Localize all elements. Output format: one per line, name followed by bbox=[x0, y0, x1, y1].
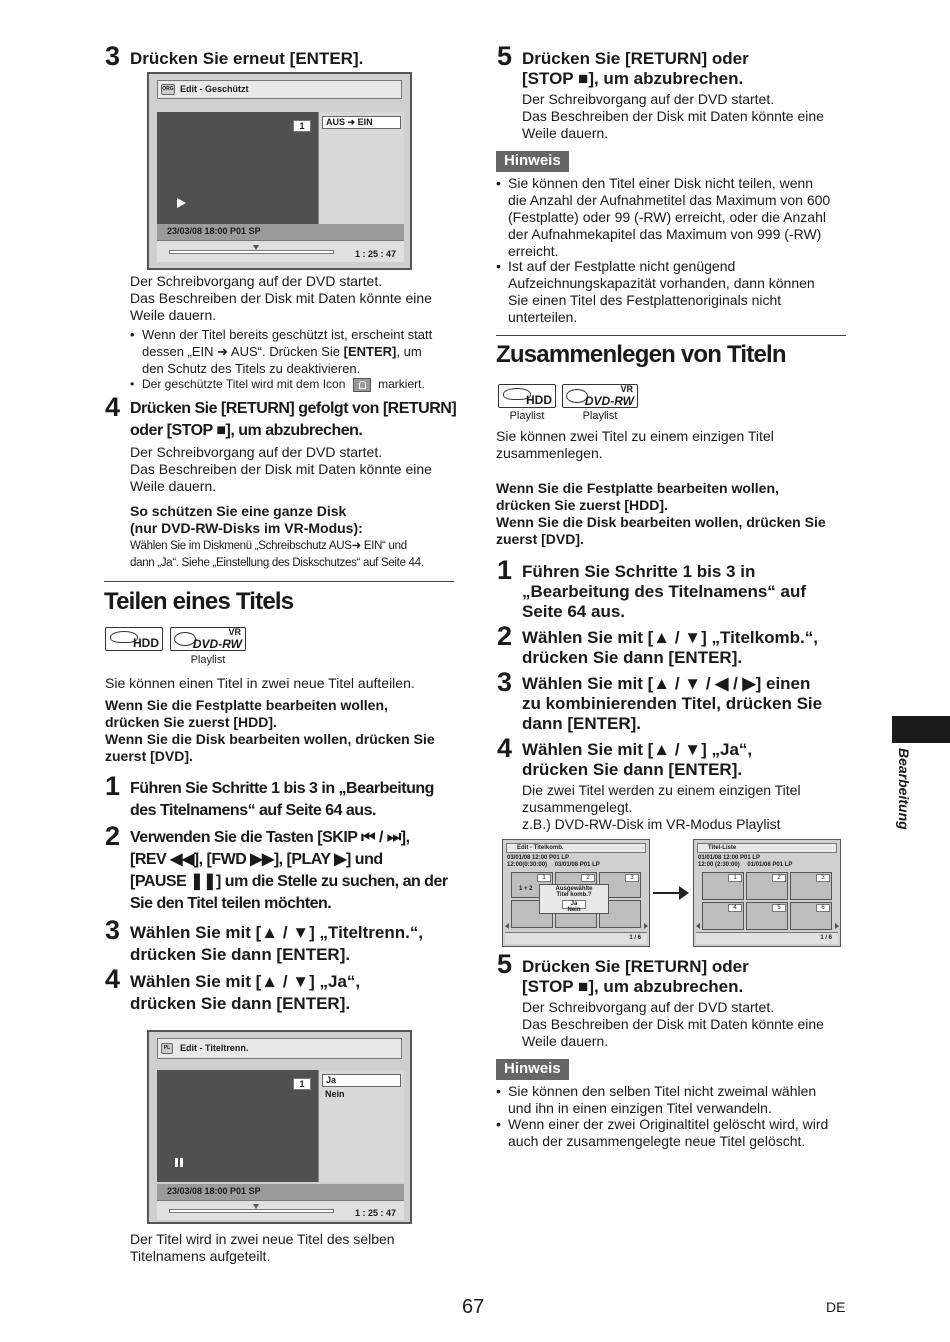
section-divider bbox=[496, 335, 846, 336]
step-text: Drücken Sie erneut [ENTER]. bbox=[130, 49, 364, 68]
step-number: 4 bbox=[497, 733, 513, 763]
step-text bbox=[522, 562, 806, 622]
step-text bbox=[522, 49, 749, 89]
text-line: (nur DVD-RW-Disks im VR-Modus): bbox=[130, 520, 363, 536]
step-number: 3 bbox=[105, 41, 121, 71]
text-line: • Sie können den Titel einer Disk nicht teilen, wenn bbox=[508, 175, 814, 191]
info-line bbox=[698, 862, 838, 869]
step-number: 3 bbox=[497, 667, 513, 697]
info-span: 12:00(0:30:00) bbox=[507, 862, 548, 868]
note-item bbox=[496, 258, 815, 326]
text-line: Das Beschreiben der Disk mit Daten könnte eine bbox=[522, 1016, 824, 1032]
thumbnail-3[interactable] bbox=[790, 872, 832, 900]
bold-note bbox=[496, 480, 826, 548]
text-line: Das Beschreiben der Disk mit Daten könnte eine bbox=[522, 108, 824, 124]
step-text bbox=[130, 922, 423, 966]
step-text bbox=[130, 778, 434, 822]
step-text bbox=[522, 628, 818, 668]
text-line: Drücken Sie [RETURN] oder bbox=[522, 49, 749, 68]
text-line: drücken Sie dann [ENTER]. bbox=[130, 945, 351, 964]
scroll-left-icon bbox=[696, 923, 700, 929]
text-line: [REV ◀◀], [FWD ▶▶], [PLAY ▶] und bbox=[130, 851, 383, 868]
thumb-number: 2 bbox=[581, 874, 595, 882]
text-line: Wählen Sie mit [▲ / ▼] „Ja“, bbox=[522, 740, 753, 759]
title-number: 1 bbox=[293, 120, 311, 132]
arrow-head-icon bbox=[679, 886, 689, 900]
popup-text: Titel komb.? bbox=[556, 892, 592, 898]
text-line: und ihn in einen einzigen Titel verwandeln. bbox=[508, 1100, 772, 1116]
badge-vr-label: VR bbox=[620, 384, 633, 394]
hdd-badge bbox=[498, 384, 556, 408]
text-line: Wenn Sie die Festplatte bearbeiten wollen, bbox=[496, 480, 779, 496]
menu-option-nein[interactable]: Nein bbox=[325, 1089, 345, 1099]
note-item bbox=[496, 1116, 828, 1150]
step-number: 5 bbox=[497, 949, 513, 979]
badge-caption: Playlist bbox=[509, 410, 545, 422]
hdd-badge bbox=[105, 627, 163, 651]
text-line: Der Titel wird in zwei neue Titel des selben bbox=[130, 1231, 395, 1247]
selected-titles: 1 + 2 bbox=[519, 886, 533, 892]
paragraph bbox=[522, 91, 824, 142]
step-number: 1 bbox=[497, 555, 513, 585]
text-line: Wählen Sie mit [▲ / ▼] „Titelkomb.“, bbox=[522, 628, 818, 647]
title-number: 1 bbox=[293, 1078, 311, 1090]
osd-menu bbox=[318, 1070, 404, 1182]
text-line: So schützen Sie eine ganze Disk bbox=[130, 503, 347, 519]
text-line: [STOP ■], um abzubrechen. bbox=[522, 977, 744, 996]
text-line: Der Schreibvorgang auf der DVD startet. bbox=[130, 273, 383, 289]
info-line: 03/01/08 12:00 P01 LP bbox=[507, 855, 570, 861]
dvd-rw-vr-badge bbox=[562, 384, 638, 408]
subheading bbox=[130, 503, 363, 537]
disc-org-icon: ORG bbox=[161, 84, 175, 95]
hinweis-label: Hinweis bbox=[496, 151, 569, 172]
text-line: Führen Sie Schritte 1 bis 3 in „Bearbeitung bbox=[130, 780, 434, 797]
arrow-right-icon bbox=[653, 892, 681, 894]
text-line: • Wenn der Titel bereits geschützt ist, erscheint statt bbox=[142, 327, 433, 342]
progress-track bbox=[169, 250, 334, 254]
osd-screen-split bbox=[147, 1030, 412, 1224]
page-number: 67 bbox=[462, 1296, 485, 1318]
thumb-number: 2 bbox=[772, 874, 786, 882]
thumbnail-4[interactable] bbox=[702, 902, 744, 930]
paragraph bbox=[522, 782, 801, 833]
step-text bbox=[522, 740, 752, 780]
option-from: AUS bbox=[326, 117, 346, 127]
popup-text: Ausgewählte bbox=[555, 886, 593, 892]
text-line: Wählen Sie mit [▲ / ▼ / ◀ / ▶] einen bbox=[522, 674, 811, 693]
disc-pl-icon: PL bbox=[161, 1043, 173, 1054]
info-line bbox=[507, 862, 647, 869]
info-line: 01/01/08 12:00 P01 LP bbox=[698, 855, 761, 861]
text-line: • Sie können den selben Titel nicht zweimal wählen bbox=[508, 1083, 817, 1099]
text-line: Aufzeichnungskapazität vorhanden, dann können bbox=[508, 275, 815, 291]
text-line: Weile dauern. bbox=[522, 1033, 609, 1049]
text-line: Wenn Sie die Disk bearbeiten wollen, drücken Sie bbox=[496, 514, 826, 530]
text-line: • Ist auf der Festplatte nicht genügend bbox=[508, 258, 736, 274]
badge-vr-label: VR bbox=[228, 627, 241, 637]
thumb-number: 6 bbox=[816, 904, 830, 912]
text-span: , um bbox=[396, 344, 422, 359]
thumb-number: 3 bbox=[816, 874, 830, 882]
text-line: Das Beschreiben der Disk mit Daten könnte eine bbox=[130, 290, 432, 306]
recording-info: 23/03/08 18:00 P01 SP bbox=[157, 1184, 404, 1200]
text-line: des Titelnamens“ auf Seite 64 aus. bbox=[130, 802, 376, 819]
progress-marker-icon bbox=[253, 1204, 259, 1209]
section-tab bbox=[892, 716, 950, 743]
thumbnail-1[interactable] bbox=[702, 872, 744, 900]
step-number: 2 bbox=[497, 621, 513, 651]
thumb-number: 5 bbox=[772, 904, 786, 912]
badge-label: HDD bbox=[133, 636, 159, 650]
text-line: Wählen Sie mit [▲ / ▼] „Ja“, bbox=[130, 972, 361, 991]
video-preview bbox=[157, 112, 318, 224]
text-line: Der Schreibvorgang auf der DVD startet. bbox=[130, 444, 383, 460]
badge-label: HDD bbox=[526, 393, 552, 407]
text-line: unterteilen. bbox=[508, 309, 578, 325]
text-line: den Schutz des Titels zu deaktivieren. bbox=[142, 361, 361, 376]
bullet-note bbox=[130, 326, 460, 377]
progress-marker-icon bbox=[253, 245, 259, 250]
note-item bbox=[496, 1083, 816, 1117]
osd-title-bar bbox=[157, 1038, 402, 1059]
step-text bbox=[522, 674, 822, 734]
badge-label: DVD-RW bbox=[584, 394, 634, 408]
text-line: Titelnamens aufgeteilt. bbox=[130, 1248, 271, 1264]
time-counter: 1 : 25 : 47 bbox=[355, 249, 397, 259]
menu-option-highlight[interactable] bbox=[322, 116, 401, 129]
text-line: zusammengelegt. bbox=[522, 799, 633, 815]
text-line: Wenn Sie die Disk bearbeiten wollen, drücken Sie bbox=[105, 731, 435, 747]
text-line: [STOP ■], um abzubrechen. bbox=[522, 69, 744, 88]
text-line: Der Schreibvorgang auf der DVD startet. bbox=[522, 999, 775, 1015]
paragraph bbox=[130, 273, 432, 324]
thumb-number: 1 bbox=[728, 874, 742, 882]
text-line: dann [ENTER]. bbox=[522, 714, 641, 733]
text-line: Weile dauern. bbox=[130, 478, 217, 494]
text-line: Der Schreibvorgang auf der DVD startet. bbox=[522, 91, 775, 107]
osd-screen-title-list bbox=[693, 839, 841, 947]
text-line: drücken Sie zuerst [HDD]. bbox=[105, 714, 277, 730]
info-span: 03/01/08 P01 LP bbox=[554, 862, 600, 868]
bold-note bbox=[105, 697, 435, 765]
text-line: auch der zusammengelegte neue Titel gelöscht. bbox=[508, 1133, 806, 1149]
text-line: drücken Sie zuerst [HDD]. bbox=[496, 497, 668, 513]
step-text bbox=[130, 398, 456, 442]
text-line: Weile dauern. bbox=[522, 125, 609, 141]
info-span: 12:00 (2:30:00) bbox=[698, 862, 740, 868]
osd-title: Edit - Titeltrenn. bbox=[180, 1043, 249, 1053]
paragraph: Sie können einen Titel in zwei neue Titel aufteilen. bbox=[105, 675, 415, 691]
popup-option-nein[interactable]: Nein bbox=[567, 907, 581, 913]
scroll-right-icon bbox=[644, 923, 648, 929]
thumbnail-2[interactable] bbox=[746, 872, 788, 900]
text-line: zuerst [DVD]. bbox=[496, 531, 584, 547]
progress-bar bbox=[157, 240, 404, 262]
step-text bbox=[522, 957, 749, 997]
step-text bbox=[130, 971, 360, 1015]
text-line: erreicht. bbox=[508, 243, 559, 259]
paragraph bbox=[496, 428, 774, 462]
text-span: markiert. bbox=[378, 377, 425, 391]
paragraph bbox=[130, 538, 424, 572]
language-code: DE bbox=[826, 1299, 846, 1315]
text-line: Sie einen Titel des Festplattenoriginals nicht bbox=[508, 292, 782, 308]
text-line: Die zwei Titel werden zu einem einzigen Titel bbox=[522, 782, 801, 798]
text-line: drücken Sie dann [ENTER]. bbox=[522, 648, 743, 667]
osd-title-bar: Titel-Liste bbox=[697, 843, 837, 853]
step-number: 4 bbox=[105, 392, 121, 422]
info-span: 01/01/08 P01 LP bbox=[747, 862, 793, 868]
page-indicator: 1 / 6 bbox=[505, 932, 647, 944]
text-line: Verwenden Sie die Tasten [SKIP ⏮ / ⏭], bbox=[130, 829, 410, 846]
text-line: Wenn Sie die Festplatte bearbeiten wollen, bbox=[105, 697, 388, 713]
protect-lock-icon bbox=[353, 378, 371, 392]
text-span: [ENTER] bbox=[343, 344, 397, 359]
paragraph bbox=[130, 1231, 395, 1265]
paragraph bbox=[522, 999, 824, 1050]
step-text bbox=[130, 827, 448, 915]
badge-label: DVD-RW bbox=[192, 637, 242, 651]
thumb-number: 4 bbox=[728, 904, 742, 912]
text-line: Drücken Sie [RETURN] oder bbox=[522, 957, 749, 976]
section-title: Teilen eines Titels bbox=[104, 588, 294, 615]
osd-title: Edit - Geschützt bbox=[180, 84, 249, 94]
thumbnail-6[interactable] bbox=[790, 902, 832, 930]
thumb-number: 1 bbox=[537, 874, 551, 882]
text-line: Das Beschreiben der Disk mit Daten könnte eine bbox=[130, 461, 432, 477]
time-counter: 1 : 25 : 47 bbox=[355, 1208, 397, 1218]
step-number: 1 bbox=[105, 771, 121, 801]
pause-icon bbox=[175, 1158, 178, 1167]
text-span: dessen „EIN ➜ AUS“. Drücken Sie bbox=[142, 344, 344, 359]
text-line: Seite 64 aus. bbox=[522, 602, 626, 621]
option-to: EIN bbox=[357, 117, 373, 127]
text-line: drücken Sie dann [ENTER]. bbox=[522, 760, 743, 779]
text-line: Wählen Sie mit [▲ / ▼] „Titeltrenn.“, bbox=[130, 923, 424, 942]
osd-screen-protect bbox=[147, 72, 412, 270]
step-number: 5 bbox=[497, 41, 513, 71]
text-line: Sie können zwei Titel zu einem einzigen Titel bbox=[496, 428, 774, 444]
text-line: z.B.) DVD-RW-Disk im VR-Modus Playlist bbox=[522, 816, 781, 832]
text-line: Sie den Titel teilen möchten. bbox=[130, 895, 332, 912]
arrow-right-icon: ➜ bbox=[347, 117, 358, 127]
step-number: 2 bbox=[105, 821, 121, 851]
section-title: Zusammenlegen von Titeln bbox=[496, 341, 786, 368]
text-line: Wählen Sie im Diskmenü „Schreibschutz AUS➜ EIN“ und bbox=[130, 540, 407, 552]
badge-caption: Playlist bbox=[190, 654, 226, 666]
text-line: Führen Sie Schritte 1 bis 3 in bbox=[522, 562, 756, 581]
text-line: der Aufnahmekapitel das Maximum von 999 (-RW) bbox=[508, 226, 822, 242]
text-line: Weile dauern. bbox=[130, 307, 217, 323]
paragraph bbox=[130, 444, 432, 495]
text-line: (Festplatte) oder 99 (-RW) erreicht, oder die Anzahl bbox=[508, 209, 826, 225]
text-line: zuerst [DVD]. bbox=[105, 748, 193, 764]
note-item bbox=[496, 175, 830, 260]
popup-option-ja[interactable]: Ja bbox=[562, 900, 586, 909]
progress-bar bbox=[157, 1200, 404, 1220]
page-indicator: 1 / 6 bbox=[696, 932, 838, 944]
dvd-rw-vr-badge bbox=[170, 627, 246, 651]
progress-track bbox=[169, 1209, 334, 1213]
osd-title-bar bbox=[157, 80, 402, 99]
text-line: • Wenn einer der zwei Originaltitel gelöscht wird, wird bbox=[508, 1116, 829, 1132]
thumbnail-5[interactable] bbox=[746, 902, 788, 930]
osd-title-bar: Edit - Titelkomb. bbox=[506, 843, 646, 853]
scroll-right-icon bbox=[835, 923, 839, 929]
section-divider bbox=[104, 581, 454, 582]
step-number: 3 bbox=[105, 915, 121, 945]
text-line: [PAUSE ❚❚] um die Stelle zu suchen, an der bbox=[130, 873, 448, 890]
recording-info: 23/03/08 18:00 P01 SP bbox=[157, 224, 404, 240]
thumb-number: 3 bbox=[625, 874, 639, 882]
text-line: die Anzahl der Aufnahmetitel das Maximum von 600 bbox=[508, 192, 831, 208]
hinweis-label: Hinweis bbox=[496, 1059, 569, 1080]
text-line: dann „Ja“. Siehe „Einstellung des Diskschutzes“ auf Seite 44. bbox=[130, 557, 424, 569]
badge-caption: Playlist bbox=[582, 410, 618, 422]
video-preview bbox=[157, 1070, 318, 1182]
play-icon bbox=[177, 198, 186, 208]
menu-option-ja[interactable]: Ja bbox=[322, 1074, 401, 1087]
text-line: zusammenlegen. bbox=[496, 445, 603, 461]
scroll-left-icon bbox=[505, 923, 509, 929]
section-tab-label: Bearbeitung bbox=[896, 748, 912, 830]
text-line: Drücken Sie [RETURN] gefolgt von [RETURN] bbox=[130, 400, 457, 417]
text-span: Der geschützte Titel wird mit dem Icon bbox=[142, 377, 346, 391]
osd-screen-combine bbox=[502, 839, 650, 947]
text-line: drücken Sie dann [ENTER]. bbox=[130, 994, 351, 1013]
text-line: „Bearbeitung des Titelnamens“ auf bbox=[522, 582, 807, 601]
text-line: zu kombinierenden Titel, drücken Sie bbox=[522, 694, 823, 713]
text-line: oder [STOP ■], um abzubrechen. bbox=[130, 422, 363, 439]
confirm-popup bbox=[539, 884, 609, 914]
step-number: 4 bbox=[105, 964, 121, 994]
bullet-note bbox=[130, 376, 425, 393]
osd-menu bbox=[318, 112, 404, 224]
